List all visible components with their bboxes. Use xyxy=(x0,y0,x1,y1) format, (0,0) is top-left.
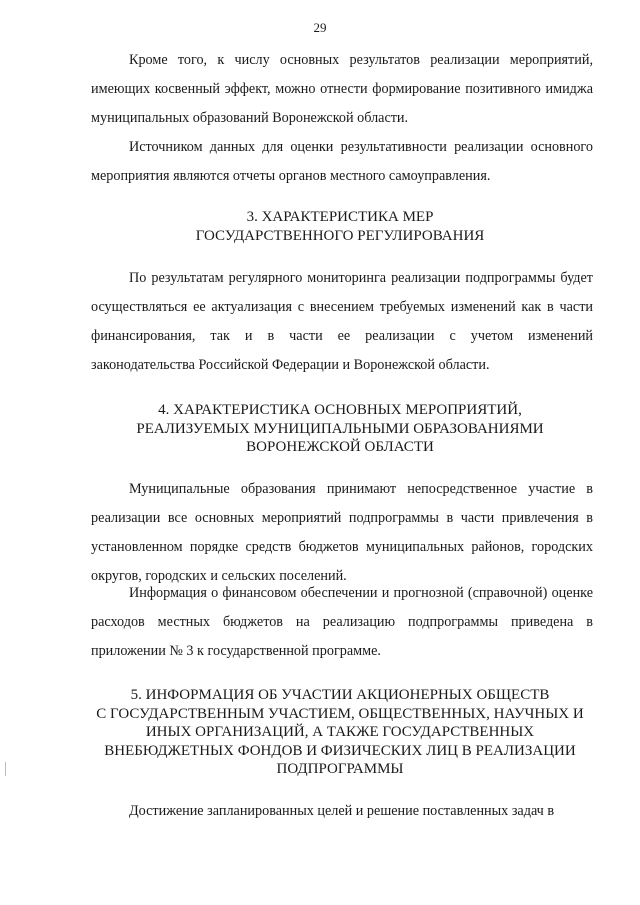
section-4-paragraph-2: Информация о финансовом обеспечении и прогнозной (справочной) оценке расходов местных бюджетов на реализацию подпрограммы приведена в приложении № 3 к государственной программе. xyxy=(91,585,593,659)
section-5-heading-line: ПОДПРОГРАММЫ xyxy=(276,761,404,777)
section-4-heading-line: ВОРОНЕЖСКОЙ ОБЛАСТИ xyxy=(246,439,434,455)
paragraph-results: Кроме того, к числу основных результатов реализации мероприятий, имеющих косвенный эффект, можно отнести формирование позитивного имиджа муниципальных образований Воронежской области. xyxy=(91,52,593,126)
section-3-heading-line: ГОСУДАРСТВЕННОГО РЕГУЛИРОВАНИЯ xyxy=(195,227,485,244)
scan-margin-mark xyxy=(5,762,6,776)
page-number: 29 xyxy=(313,20,327,35)
section-3-paragraph: По результатам регулярного мониторинга реализации подпрограммы будет осуществляться ее актуализация с внесением требуемых изменений как в части финансирования, так и в части ее реализации с учетом изменений законодательства Российской Федерации и Воронежской области. xyxy=(91,270,593,373)
section-4-heading-line: РЕАЛИЗУЕМЫХ МУНИЦИПАЛЬНЫМИ ОБРАЗОВАНИЯМИ xyxy=(136,420,544,437)
section-5-heading xyxy=(70,686,610,779)
section-4-heading-line: 4. ХАРАКТЕРИСТИКА ОСНОВНЫХ МЕРОПРИЯТИЙ, xyxy=(158,402,522,418)
section-4-heading xyxy=(70,401,610,457)
section-5-paragraph: Достижение запланированных целей и решение поставленных задач в xyxy=(129,803,555,819)
paragraph-data-source: Источником данных для оценки результативности реализации основного мероприятия являются отчеты органов местного самоуправления. xyxy=(91,139,593,184)
section-5-heading-line: 5. ИНФОРМАЦИЯ ОБ УЧАСТИИ АКЦИОНЕРНЫХ ОБЩЕСТВ xyxy=(130,687,550,703)
section-3-heading xyxy=(70,208,610,245)
section-4-paragraph-1: Муниципальные образования принимают непосредственное участие в реализации все основных мероприятий подпрограммы в части привлечения в установленном порядке средств бюджетов муниципальных районов, городских округов, городских и сельских поселений. xyxy=(91,481,593,584)
section-5-heading-line: ИНЫХ ОРГАНИЗАЦИЙ, А ТАКЖЕ ГОСУДАРСТВЕННЫХ xyxy=(145,724,535,740)
section-5-heading-line: С ГОСУДАРСТВЕННЫМ УЧАСТИЕМ, ОБЩЕСТВЕННЫХ, НАУЧНЫХ И xyxy=(96,705,584,722)
section-3-heading-line: 3. ХАРАКТЕРИСТИКА МЕР xyxy=(246,209,434,225)
section-5-heading-line: ВНЕБЮДЖЕТНЫХ ФОНДОВ И ФИЗИЧЕСКИХ ЛИЦ В РЕАЛИЗАЦИИ xyxy=(104,742,576,759)
